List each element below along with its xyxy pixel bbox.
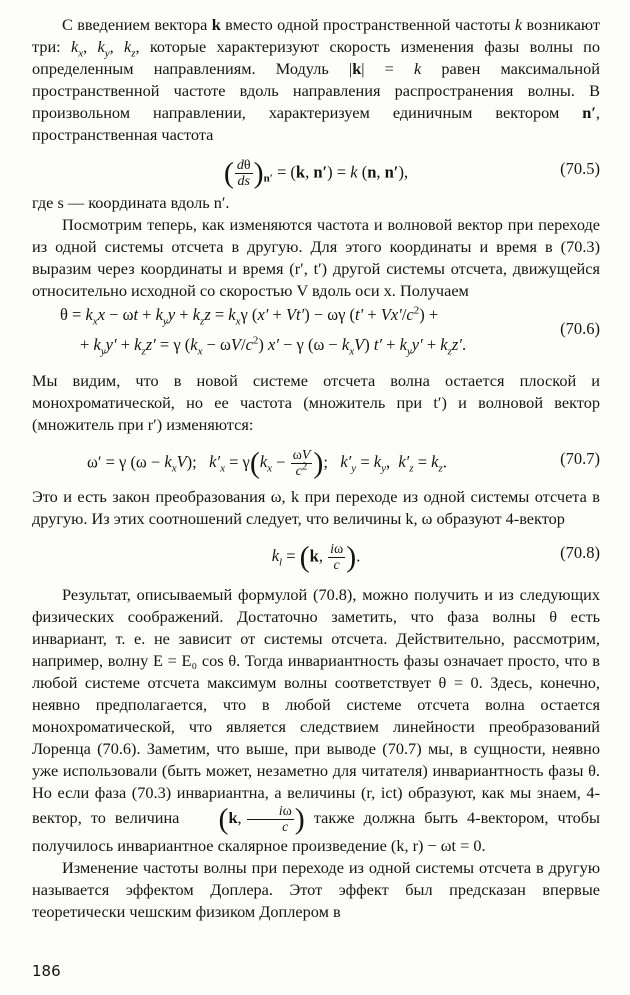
paragraph-3: Мы видим, что в новой системе отсчета волна остается плоской и монохроматической, но ее частота (множитель при t′) и волновой вектор (множитель при r′) изменяются: [32, 371, 600, 434]
paragraph-5: Результат, описываемый формулой (70.8), можно получить и из следующих физических соображений. Достаточно заметить, что фаза волны θ есть инвариант, т. е. не зависит от системы отсчета. Действительно, рассмотрим, например, волну E = E₀ cos θ. Тогда инвариантность фазы означает просто, что в любой системе отсчета максимум волны соответствует θ = 0. Здесь, конечно, неявно предполагается, что в любой системе отсчета волна остается монохроматической, что является следствием линейности преобразований Лоренца (70.6). Заметим, что выше, при выводе (70.7) мы, в сущности, неявно уже использовали (быть может, незаметно для читателя) инвариантность фазы θ. Но если фаза (70.3) инвариантна, а величины (r, ict) образуют, как мы знаем, 4-вектор, то величина (k, $\frac{i\omega}{c}$ ) также должна быть 4-вектором, чтобы получилось инвариантное скалярное произведение (k, r) − ωt = 0. [32, 585, 600, 855]
equation-number: (70.5) [560, 159, 600, 178]
equation-number: (70.7) [560, 449, 600, 468]
paragraph-4: Это и есть закон преобразования ω, k при переходе из одной системы отсчета в другую. Из этих соотношений следует, что величины k, ω образуют 4-вектор [32, 487, 600, 528]
equation-70-8: $k_l = (k$, $\frac{i\omega}{c}$ ). (70.8) [271, 540, 600, 574]
paragraph-after-eq5: где s — координата вдоль n′. [32, 193, 230, 212]
page-body [32, 14, 600, 923]
page-number: 186 [32, 962, 61, 980]
paragraph-6: Изменение частоты волны при переходе из одной системы отсчета в другую называется эффектом Доплера. Этот эффект был предсказан впервые теоретически чешским физиком Доплером в [32, 858, 600, 921]
paragraph-1: С введением вектора k вместо одной пространственной частоты k возникают три: $k_x$, $k_y$, $k_z$, которые характеризуют скорость изменения фазы волны по определенным направлениям. Модуль |k| = k равен максимальной пространственной частоте вдоль направления распространения волны. В произвольном направлении, характеризуем единичным вектором n′, пространственная частота [32, 15, 601, 144]
equation-number: (70.8) [560, 543, 600, 562]
paragraph-2: Посмотрим теперь, как изменяются частота и волновой вектор при переходе из одной системы отсчета в другую. Для этого координаты и время в (70.3) выразим через координаты и время (r′, t′) другой системы отсчета, движущейся относительно исходной со скоростью V вдоль оси x. Получаем [32, 215, 600, 300]
equation-70-6: $\theta = k_xx - \omega t + k_yy + k_zz = k_x\gamma$ (x′ + Vt′) − ωγ $(t' + Vx'/c^2)$ + (70.6) + $k_yy' + k_zz' = \gamma$ $(k_x - \omega V/c^2) x' - \gamma$ $(\omega - k_xV)$ $t' + k_yy' + k_zz'$. [60, 304, 600, 358]
equation-70-5: ( $\frac{d\theta}{ds}$ )$_{n'} = (k$, n′) = k (n, n′), (70.5) [223, 156, 600, 190]
equation-number: (70.6) [560, 319, 600, 338]
equation-70-7: ω′ = γ $(\omega - k_xV)$; $k'_x = \gamma(k_x$ − $\frac{\omega V}{c^2}$ ); $k'_y = k_y$, $k'_z = k_z$. (70.7) [87, 446, 600, 480]
